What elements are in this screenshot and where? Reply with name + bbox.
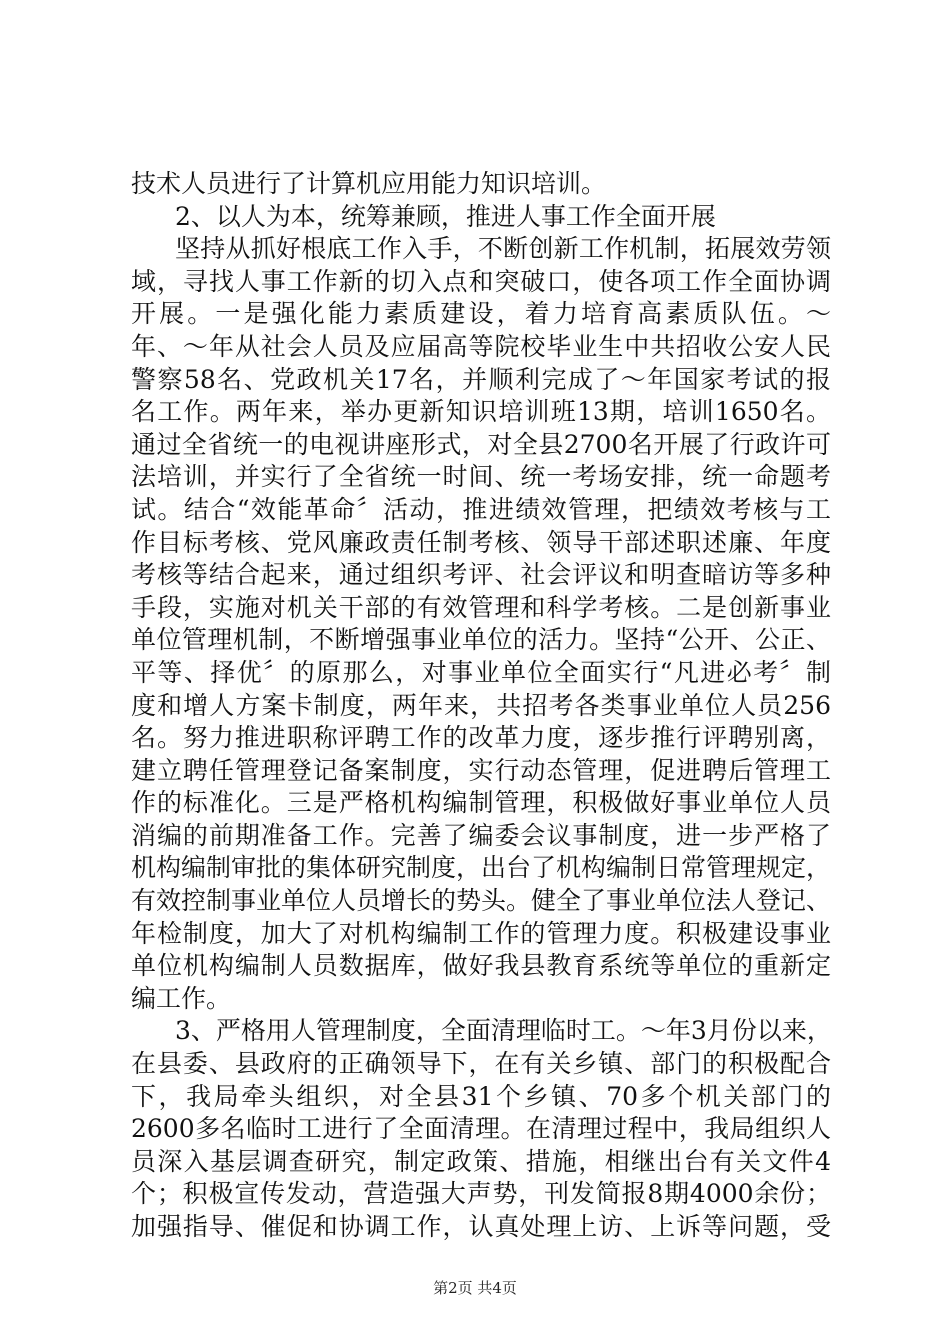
text-line: 法培训，并实行了全省统一时间、统一考场安排，统一命题考 bbox=[131, 462, 831, 492]
text-line: 考核等结合起来，通过组织考评、社会评议和明查暗访等多种 bbox=[131, 560, 831, 590]
text-line: 2、以人为本，统筹兼顾，推进人事工作全面开展 bbox=[175, 201, 716, 231]
text-line: 编工作。 bbox=[131, 983, 232, 1013]
text-line: 度和增人方案卡制度，两年来，共招考各类事业单位人员256 bbox=[131, 690, 831, 720]
text-line: 通过全省统一的电视讲座形式，对全县2700名开展了行政许可 bbox=[131, 429, 831, 459]
text-line: 手段，实施对机关干部的有效管理和科学考核。二是创新事业 bbox=[131, 592, 831, 622]
text-line: 2600多名临时工进行了全面清理。在清理过程中，我局组织人 bbox=[131, 1114, 831, 1144]
text-line: 在县委、县政府的正确领导下，在有关乡镇、部门的积极配合 bbox=[131, 1049, 831, 1079]
document-body bbox=[131, 168, 831, 1244]
text-line: 机构编制审批的集体研究制度，出台了机构编制日常管理规定， bbox=[131, 853, 832, 883]
text-line: 名工作。两年来，举办更新知识培训班13期，培训1650名。 bbox=[131, 397, 831, 427]
text-line: 平等、择优〞的原那么，对事业单位全面实行“凡进必考〞制 bbox=[131, 657, 831, 687]
text-line: 域，寻找人事工作新的切入点和突破口，使各项工作全面协调 bbox=[131, 266, 831, 296]
text-line: 名。努力推进职称评聘工作的改革力度，逐步推行评聘别离， bbox=[131, 723, 831, 753]
text-line: 建立聘任管理登记备案制度，实行动态管理，促进聘后管理工 bbox=[131, 755, 831, 785]
text-line: 个；积极宣传发动，营造强大声势，刊发简报8期4000余份； bbox=[131, 1179, 831, 1209]
text-line: 有效控制事业单位人员增长的势头。健全了事业单位法人登记、 bbox=[131, 886, 832, 916]
text-line: 年检制度，加大了对机构编制工作的管理力度。积极建设事业 bbox=[131, 918, 831, 948]
text-line: 作的标准化。三是严格机构编制管理，积极做好事业单位人员 bbox=[131, 788, 831, 818]
text-line: 年、～年从社会人员及应届高等院校毕业生中共招收公安人民 bbox=[131, 331, 831, 361]
text-line: 3、严格用人管理制度，全面清理临时工。～年3月份以来， bbox=[175, 1016, 832, 1046]
text-line: 员深入基层调查研究，制定政策、措施，相继出台有关文件4 bbox=[131, 1146, 831, 1176]
text-line: 开展。一是强化能力素质建设，着力培育高素质队伍。～ bbox=[131, 299, 831, 329]
text-line: 下，我局牵头组织，对全县31个乡镇、70多个机关部门的 bbox=[131, 1081, 831, 1111]
text-line: 单位管理机制，不断增强事业单位的活力。坚持“公开、公正、 bbox=[131, 625, 831, 655]
text-line: 单位机构编制人员数据库，做好我县教育系统等单位的重新定 bbox=[131, 951, 831, 981]
page-number-footer: 第2页 共4页 bbox=[433, 1279, 517, 1297]
text-line: 技术人员进行了计算机应用能力知识培训。 bbox=[131, 169, 607, 198]
text-line: 试。结合“效能革命〞活动，推进绩效管理，把绩效考核与工 bbox=[131, 494, 831, 524]
text-line: 警察58名、党政机关17名，并顺利完成了～年国家考试的报 bbox=[131, 364, 831, 394]
text-line: 坚持从抓好根底工作入手，不断创新工作机制，拓展效劳领 bbox=[175, 234, 831, 264]
text-line: 作目标考核、党风廉政责任制考核、领导干部述职述廉、年度 bbox=[131, 527, 831, 557]
text-line: 消编的前期准备工作。完善了编委会议事制度，进一步严格了 bbox=[131, 820, 831, 850]
text-line: 加强指导、催促和协调工作，认真处理上访、上诉等问题，受 bbox=[131, 1212, 831, 1241]
